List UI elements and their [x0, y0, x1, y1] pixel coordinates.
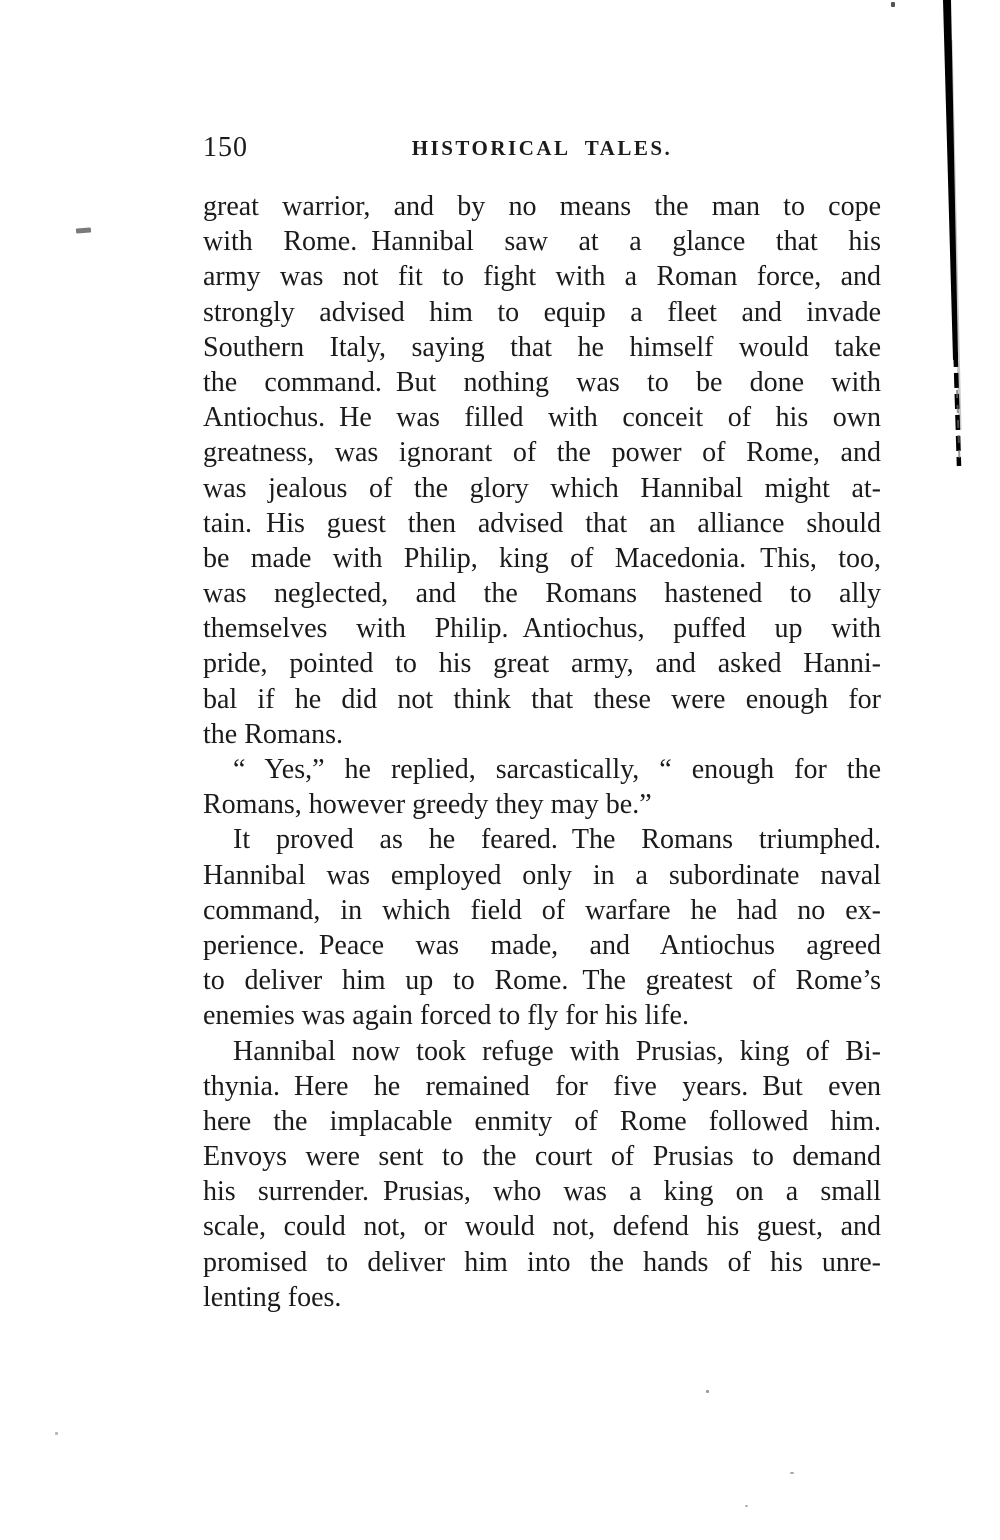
text-line: bal if he did not think that these were enough for: [203, 683, 881, 715]
text-line: with Rome. Hannibal saw at a glance that his: [203, 226, 881, 258]
text-line: his surrender. Prusias, who was a king on a small: [203, 1176, 881, 1208]
text-line: the command. But nothing was to be done with: [203, 366, 881, 398]
paragraph: [203, 822, 881, 1033]
text-line: Hannibal was employed only in a subordinate naval: [203, 859, 881, 891]
text-line: scale, could not, or would not, defend his guest, and: [203, 1211, 881, 1243]
scan-edge-artifact: [920, 0, 1000, 480]
text-line: be made with Philip, king of Macedonia. This, too,: [203, 542, 881, 574]
page-number: 150: [203, 132, 248, 163]
text-line: perience. Peace was made, and Antiochus agreed: [203, 929, 881, 961]
page-header: [203, 134, 881, 164]
text-line: themselves with Philip. Antiochus, puffed up with: [203, 613, 881, 645]
text-line: to deliver him up to Rome. The greatest of Rome’s: [203, 965, 881, 997]
text-block: [203, 189, 881, 1315]
text-line: great warrior, and by no means the man to cope: [203, 191, 881, 222]
text-line: was jealous of the glory which Hannibal might at-: [203, 472, 881, 504]
scan-speck: [891, 2, 895, 7]
text-line: enemies was again forced to fly for his life.: [203, 1000, 689, 1032]
text-line: Southern Italy, saying that he himself would take: [203, 331, 881, 363]
scan-speck: [76, 227, 91, 233]
scan-speck: [706, 1390, 709, 1393]
text-line: lenting foes.: [203, 1281, 342, 1313]
text-line: thynia. Here he remained for five years. But even: [203, 1070, 881, 1102]
paragraph: [203, 1034, 881, 1316]
scan-speck: [790, 1472, 794, 1474]
text-line: the Romans.: [203, 718, 343, 750]
paragraph: [203, 752, 881, 822]
text-line: tain. His guest then advised that an alliance should: [203, 507, 881, 539]
text-line: army was not fit to fight with a Roman force, and: [203, 261, 881, 293]
text-line: greatness, was ignorant of the power of Rome, and: [203, 437, 881, 469]
text-line: pride, pointed to his great army, and asked Hanni-: [203, 648, 881, 680]
text-line: Antiochus. He was filled with conceit of his own: [203, 402, 881, 434]
text-line: was neglected, and the Romans hastened to ally: [203, 578, 881, 610]
text-line: here the implacable enmity of Rome followed him.: [203, 1105, 881, 1137]
text-line: promised to deliver him into the hands of his unre-: [203, 1246, 881, 1278]
paragraph: [203, 189, 881, 752]
text-line: It proved as he feared. The Romans triumphed.: [233, 824, 881, 856]
scan-speck: [55, 1432, 58, 1435]
text-line: Romans, however greedy they may be.”: [203, 789, 652, 821]
text-line: strongly advised him to equip a fleet and invade: [203, 296, 881, 328]
text-line: Hannibal now took refuge with Prusias, king of Bi-: [233, 1035, 881, 1067]
scan-speck: [745, 1505, 748, 1507]
text-line: Envoys were sent to the court of Prusias to demand: [203, 1141, 881, 1173]
running-head: HISTORICAL TALES.: [411, 136, 673, 160]
text-line: command, in which field of warfare he had no ex-: [203, 894, 881, 926]
text-line: “ Yes,” he replied, sarcastically, “ enough for the: [233, 754, 881, 785]
